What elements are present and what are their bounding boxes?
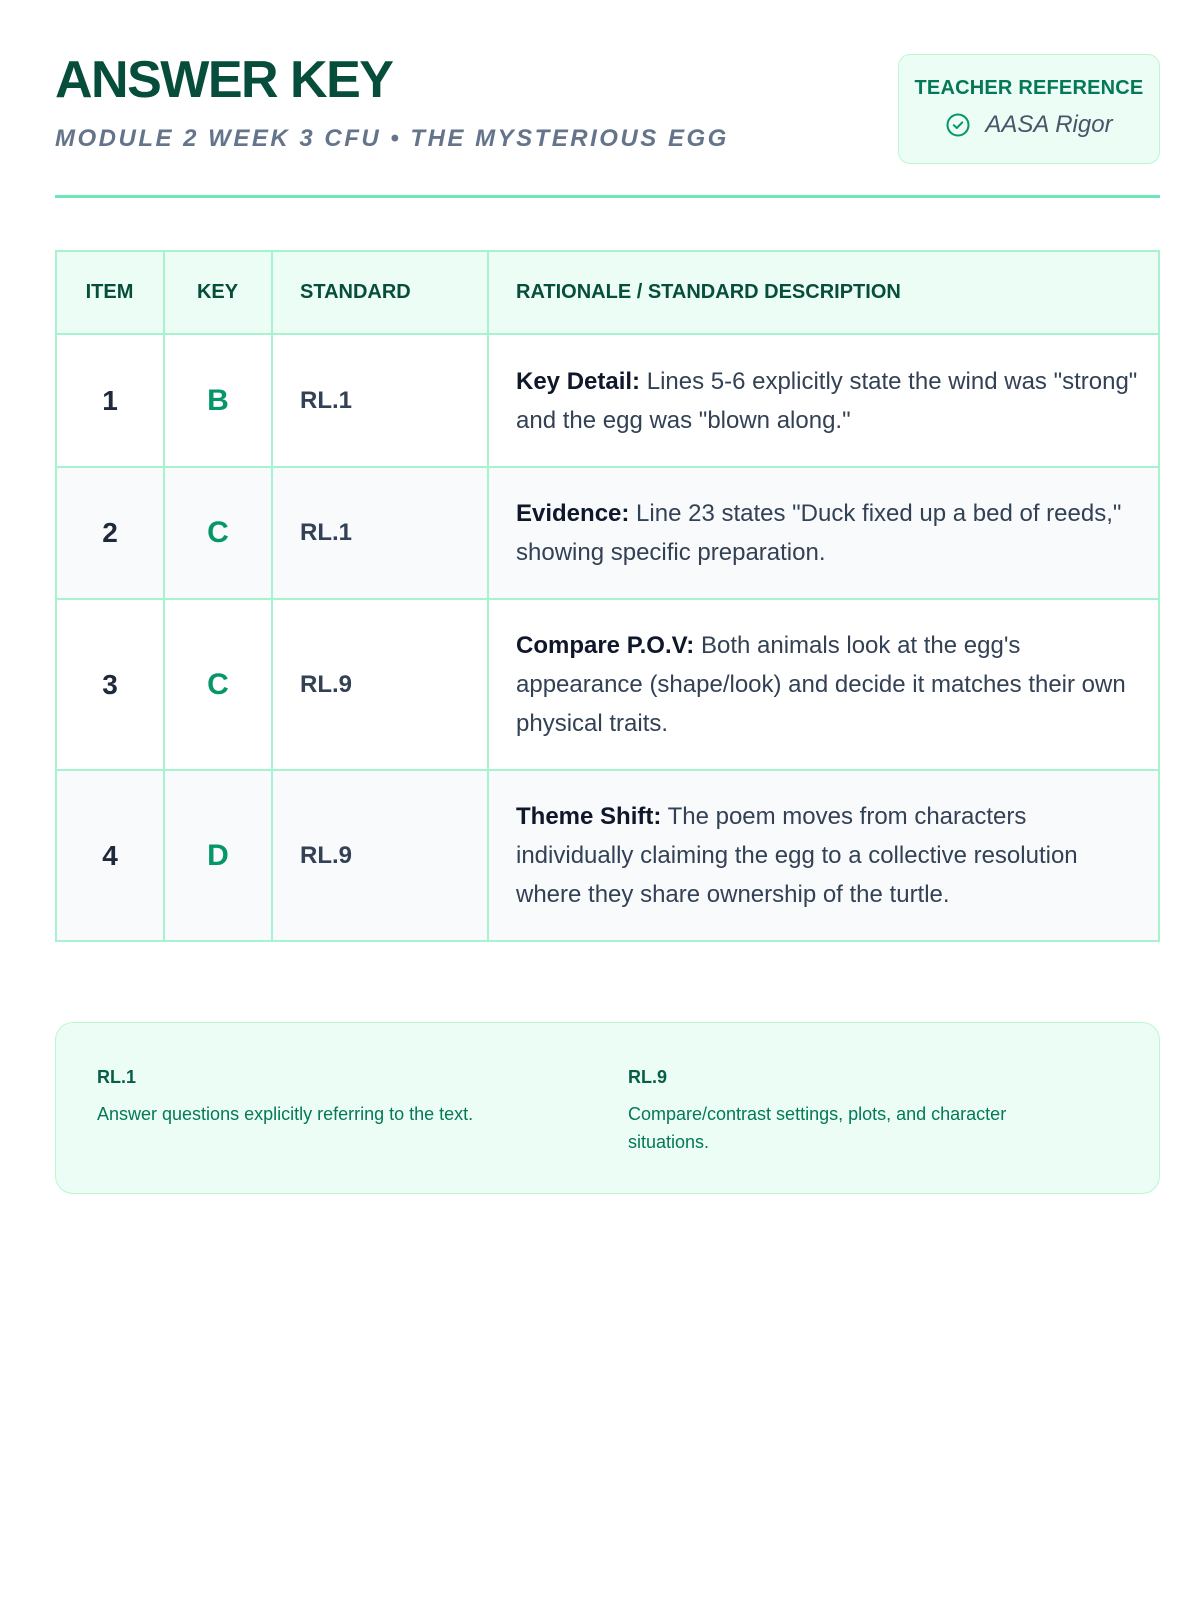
rationale <box>488 467 1159 599</box>
page-title: ANSWER KEY <box>55 51 393 109</box>
answer-key-page <box>55 0 1160 1152</box>
answer-key: C <box>164 467 272 599</box>
rationale-text: Both animals look at the egg's appearance (shape/look) and decide it matches their own physical traits. <box>516 632 1126 737</box>
rationale-label: Theme Shift: <box>516 803 662 830</box>
page-subtitle: MODULE 2 WEEK 3 CFU • THE MYSTERIOUS EGG <box>55 125 729 152</box>
check-circle-icon <box>945 112 971 138</box>
answer-key: D <box>164 770 272 941</box>
rationale-text: The poem moves from characters individually claiming the egg to a collective resolution where they share ownership of the turtle. <box>516 803 1078 908</box>
item-number: 4 <box>56 770 164 941</box>
standard-code: RL.9 <box>272 599 488 770</box>
rationale <box>488 599 1159 770</box>
standard-code: RL.1 <box>272 467 488 599</box>
rationale-label: Evidence: <box>516 500 630 527</box>
answer-key: B <box>164 334 272 467</box>
legend-code: RL.9 <box>628 1067 668 1087</box>
standards-legend <box>55 1022 1160 1194</box>
rationale <box>488 334 1159 467</box>
item-number: 3 <box>56 599 164 770</box>
item-number: 2 <box>56 467 164 599</box>
table-row <box>56 770 1159 941</box>
column-header-standard: STANDARD <box>272 251 488 334</box>
rationale-text: Line 23 states "Duck fixed up a bed of reeds," showing specific preparation. <box>516 500 1122 566</box>
rationale <box>488 770 1159 941</box>
table-row <box>56 467 1159 599</box>
teacher-reference-label: TEACHER REFERENCE <box>914 77 1144 99</box>
answer-key: C <box>164 599 272 770</box>
table-row <box>56 334 1159 467</box>
standard-code: RL.9 <box>272 770 488 941</box>
item-number: 1 <box>56 334 164 467</box>
rationale-label: Key Detail: <box>516 367 641 395</box>
legend-description: Answer questions explicitly referring to the text. <box>97 1104 474 1124</box>
legend-item-rl9 <box>628 1067 1068 1156</box>
legend-description: Compare/contrast settings, plots, and character situations. <box>628 1104 1007 1152</box>
standard-code: RL.1 <box>272 334 488 467</box>
legend-item-rl1 <box>97 1067 537 1128</box>
column-header-item: ITEM <box>56 251 164 334</box>
rationale-text: Lines 5-6 explicitly state the wind was "strong" and the egg was "blown along." <box>516 367 1138 434</box>
page-header <box>55 0 1160 198</box>
rigor-row <box>899 111 1159 139</box>
rationale-label: Compare P.O.V: <box>516 632 695 659</box>
answer-table <box>55 250 1160 942</box>
teacher-reference-badge <box>898 54 1160 164</box>
table-row <box>56 599 1159 770</box>
legend-code: RL.1 <box>97 1067 137 1087</box>
table-header-row <box>56 251 1159 334</box>
column-header-key: KEY <box>164 251 272 334</box>
rigor-label: AASA Rigor <box>985 111 1113 138</box>
column-header-rationale: RATIONALE / STANDARD DESCRIPTION <box>488 251 1159 334</box>
